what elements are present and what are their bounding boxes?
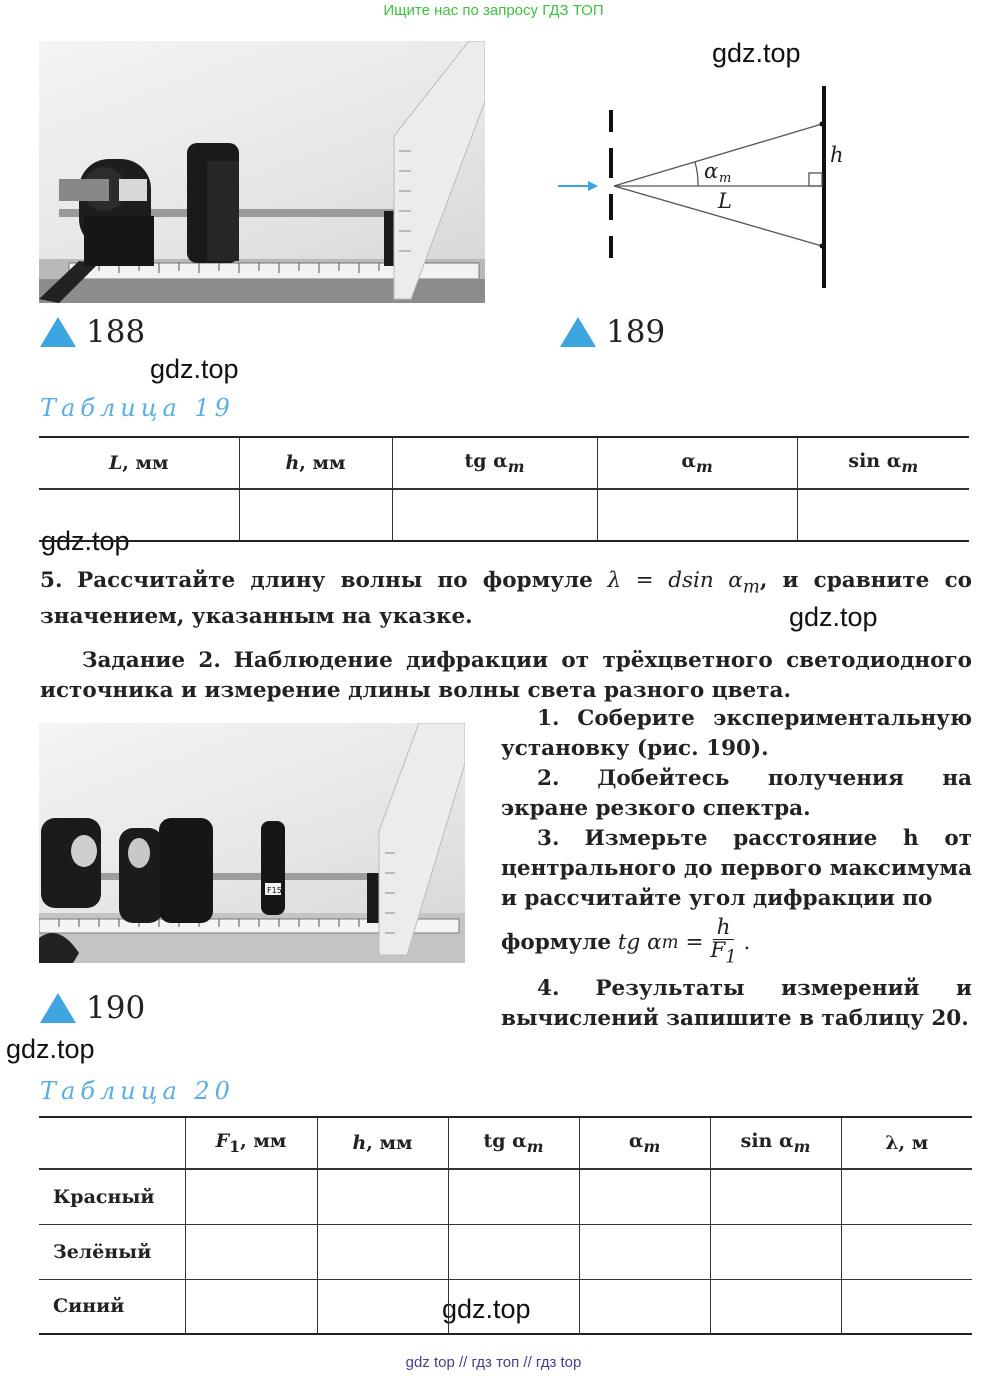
table-cell bbox=[448, 1169, 579, 1224]
footer-links[interactable]: gdz top // гдз топ // гдз top bbox=[405, 1354, 582, 1371]
table-cell bbox=[185, 1224, 317, 1279]
triangle-icon bbox=[560, 317, 596, 347]
step-item: 4. Результаты измерений и вычислений запишите в таблицу 20. bbox=[501, 976, 972, 1031]
figure-190-caption bbox=[40, 990, 145, 1026]
table-20-title: Таблица 20 bbox=[40, 1077, 235, 1105]
formula-line: формуле tg α m = $\frac{h}{F_1}$ . bbox=[501, 915, 751, 968]
table-cell bbox=[841, 1169, 972, 1224]
table-cell bbox=[841, 1279, 972, 1334]
slit-tag: F15 bbox=[267, 886, 282, 895]
table-cell bbox=[185, 1169, 317, 1224]
table-19-header: $\alpha_m$ bbox=[597, 437, 797, 489]
l-label: L bbox=[718, 189, 732, 213]
task-2-paragraph: Задание 2. Наблюдение дифракции от трёхцветного светодиодного источника и измерение длины волны света разного цвета. bbox=[40, 648, 972, 703]
fraction: $\frac{h}{F_1}$ bbox=[710, 915, 737, 968]
step-item: 3. Измерьте расстояние h от центрального до первого максимума и рассчитайте угол дифракции по bbox=[501, 826, 972, 911]
table-cell bbox=[797, 489, 969, 541]
table-19 bbox=[39, 436, 969, 542]
watermark: gdz.top bbox=[150, 354, 239, 384]
table-cell bbox=[710, 1169, 841, 1224]
table-19-header: h, мм bbox=[239, 437, 392, 489]
table-cell bbox=[579, 1279, 710, 1334]
step-item: 1. Соберите экспериментальную установку (рис. 190). bbox=[501, 706, 972, 761]
table-19-header: L, мм bbox=[108, 452, 169, 474]
table-cell bbox=[239, 489, 392, 541]
row-label: Красный bbox=[53, 1185, 155, 1208]
table-row bbox=[39, 1169, 972, 1224]
table-cell bbox=[185, 1279, 317, 1334]
watermark: gdz.top bbox=[41, 526, 130, 556]
table-cell bbox=[710, 1224, 841, 1279]
table-cell bbox=[579, 1169, 710, 1224]
table-cell bbox=[39, 489, 239, 541]
step-item: 2. Добейтесь получения на экране резкого спектра. bbox=[501, 766, 972, 821]
table-cell bbox=[317, 1279, 448, 1334]
photo-figure-188 bbox=[39, 41, 485, 303]
table-cell bbox=[448, 1224, 579, 1279]
table-row bbox=[39, 489, 969, 541]
figure-189-number: 189 bbox=[606, 314, 666, 350]
figure-188-number: 188 bbox=[86, 314, 146, 350]
table-20-header: $\sin \alpha_m$ bbox=[710, 1117, 841, 1169]
photo-figure-190 bbox=[39, 723, 465, 963]
table-20-header: tg $\alpha_m$ bbox=[448, 1117, 579, 1169]
table-20-header: h, мм bbox=[317, 1117, 448, 1169]
table-cell bbox=[710, 1279, 841, 1334]
h-label: h bbox=[830, 143, 844, 167]
diagram-figure-189 bbox=[556, 80, 846, 295]
row-label: Синий bbox=[53, 1295, 125, 1318]
figure-189-caption bbox=[560, 314, 665, 350]
figure-188-caption bbox=[40, 314, 145, 350]
figure-190-number: 190 bbox=[86, 990, 146, 1026]
table-20-header: λ, м bbox=[841, 1117, 972, 1169]
table-cell bbox=[448, 1279, 579, 1334]
table-cell bbox=[579, 1224, 710, 1279]
step-5-paragraph: 5. Рассчитайте длину волны по формуле λ = dsin $\alpha_m$, и сравните со значением, указанным на указке. bbox=[40, 568, 973, 630]
alpha-label: α bbox=[704, 159, 719, 183]
table-19-title: Таблица 19 bbox=[40, 394, 235, 422]
table-cell bbox=[317, 1169, 448, 1224]
watermark: gdz.top bbox=[6, 1034, 95, 1064]
table-20-header bbox=[39, 1117, 185, 1169]
triangle-icon bbox=[40, 993, 76, 1023]
table-19-header: $\sin \alpha_m$ bbox=[797, 437, 969, 489]
search-hint[interactable]: Ищите нас по запросу ГДЗ ТОП bbox=[383, 2, 604, 19]
table-cell bbox=[841, 1224, 972, 1279]
steps-list bbox=[501, 704, 972, 1034]
table-cell bbox=[597, 489, 797, 541]
table-19-header: tg $\alpha_m$ bbox=[392, 437, 597, 489]
triangle-icon bbox=[40, 317, 76, 347]
table-row bbox=[39, 1279, 972, 1334]
table-cell bbox=[392, 489, 597, 541]
table-20-header: $F_1$, мм bbox=[185, 1117, 317, 1169]
watermark: gdz.top bbox=[789, 602, 878, 632]
alpha-subscript: m bbox=[719, 171, 732, 186]
table-20 bbox=[39, 1116, 972, 1335]
table-20-header: $\alpha_m$ bbox=[579, 1117, 710, 1169]
table-cell bbox=[317, 1224, 448, 1279]
watermark: gdz.top bbox=[712, 38, 801, 68]
watermark: gdz.top bbox=[442, 1294, 531, 1324]
table-row bbox=[39, 1224, 972, 1279]
row-label: Зелёный bbox=[53, 1240, 152, 1263]
